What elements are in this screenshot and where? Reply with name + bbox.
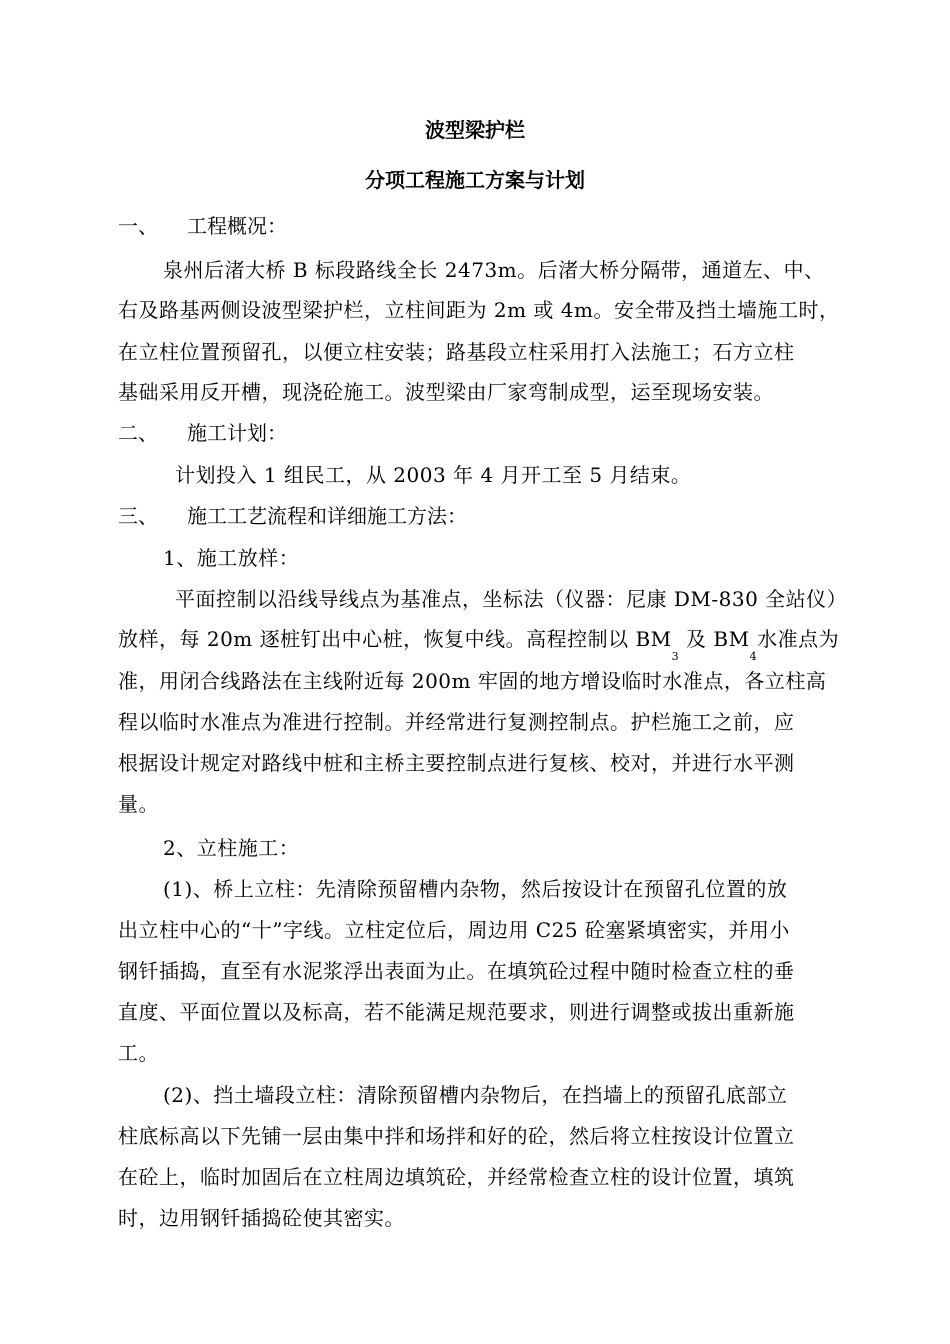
paragraph-line: 出立柱中心的“十”字线。立柱定位后，周边用 C25 砼塞紧填密实，并用小 — [118, 918, 790, 942]
paragraph-line: 准，用闭合线路法在主线附近每 200m 牢固的地方增设临时水准点，各立柱高 — [118, 669, 827, 693]
subsection-heading: 2、立柱施工： — [163, 836, 300, 860]
paragraph-line: (1)、桥上立柱：先清除预留槽内杂物，然后按设计在预留孔位置的放 — [163, 877, 788, 901]
paragraph-line: 量。 — [118, 792, 159, 816]
paragraph-line: 工。 — [118, 1041, 159, 1065]
section-3-heading: 施工工艺流程和详细施工方法： — [187, 504, 467, 528]
paragraph-line: 直度、平面位置以及标高，若不能满足规范要求，则进行调整或拔出重新施 — [118, 1000, 795, 1024]
paragraph-line: 时，边用钢钎插捣砼使其密实。 — [118, 1206, 405, 1230]
text-run: 水准点为 — [757, 627, 840, 651]
text-run: 及 BM — [686, 627, 750, 651]
text-run: 放样，每 20m 逐桩钉出中心桩，恢复中线。高程控制以 BM — [118, 627, 672, 651]
subscript: 3 — [671, 650, 680, 663]
paragraph-line: (2)、挡土墙段立柱：清除预留槽内杂物后，在挡墙上的预留孔底部立 — [163, 1083, 788, 1107]
paragraph-line: 根据设计规定对路线中桩和主桥主要控制点进行复核、校对，并进行水平测 — [118, 751, 795, 775]
paragraph-line: 平面控制以沿线导线点为基准点，坐标法（仪器：尼康 DM-830 全站仪） — [175, 587, 848, 611]
paragraph-line: 程以临时水准点为准进行控制。并经常进行复测控制点。护栏施工之前，应 — [118, 710, 795, 734]
section-2-heading: 施工计划： — [187, 421, 287, 445]
paragraph-line: 在立柱位置预留孔，以便立柱安装；路基段立柱采用打入法施工；石方立柱 — [118, 340, 795, 364]
document-title: 波型梁护栏 — [425, 118, 525, 142]
subsection-heading: 1、施工放样： — [163, 546, 300, 570]
section-1-number: 一、 — [118, 214, 158, 238]
section-2-number: 二、 — [118, 421, 158, 445]
paragraph-line: 右及路基两侧设波型梁护栏，立柱间距为 2m 或 4m。安全带及挡土墙施工时， — [118, 298, 840, 322]
section-3-number: 三、 — [118, 504, 158, 528]
subscript: 4 — [749, 650, 758, 663]
document-subtitle: 分项工程施工方案与计划 — [365, 168, 585, 192]
paragraph-line: 基础采用反开槽，现浇砼施工。波型梁由厂家弯制成型，运至现场安装。 — [118, 380, 774, 404]
paragraph-line-with-subscripts — [118, 627, 840, 663]
section-1-heading: 工程概况： — [187, 214, 287, 238]
paragraph-line: 在砼上，临时加固后在立柱周边填筑砼，并经常检查立柱的设计位置，填筑 — [118, 1165, 795, 1189]
paragraph-line: 柱底标高以下先铺一层由集中拌和场拌和好的砼，然后将立柱按设计位置立 — [118, 1124, 795, 1148]
paragraph-line: 钢钎插捣，直至有水泥浆浮出表面为止。在填筑砼过程中随时检查立柱的垂 — [118, 959, 795, 983]
paragraph-line: 计划投入 1 组民工，从 2003 年 4 月开工至 5 月结束。 — [175, 463, 692, 487]
paragraph-line: 泉州后渚大桥 B 标段路线全长 2473m。后渚大桥分隔带，通道左、中、 — [163, 258, 825, 282]
